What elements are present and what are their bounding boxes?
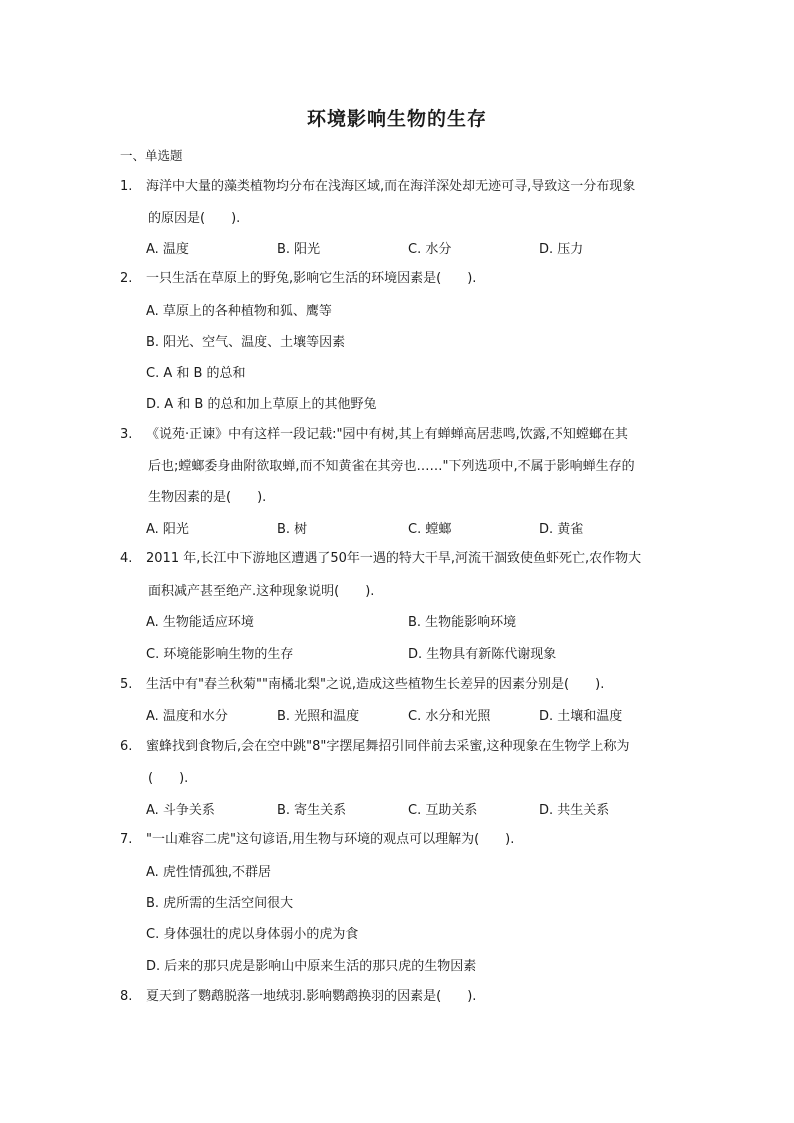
question-text: 蜜蜂找到食物后,会在空中跳"8"字摆尾舞招引同伴前去采蜜,这种现象在生物学上称为 <box>146 739 630 754</box>
option-b: B. 光照和温度 <box>277 709 360 724</box>
option-c: C. 水分 <box>408 242 452 257</box>
option-a: A. 阳光 <box>146 522 189 537</box>
option-b: B. 树 <box>277 522 308 537</box>
question-number: 4. <box>120 551 133 566</box>
question-number: 7. <box>120 832 133 847</box>
option-d: D. 土壤和温度 <box>539 709 623 724</box>
question-text-cont: 后也;螳螂委身曲附欲取蝉,而不知黄雀在其旁也……"下列选项中,不属于影响蝉生存的 <box>148 459 635 474</box>
question-number: 6. <box>120 739 133 754</box>
option-d: D. A 和 B 的总和加上草原上的其他野兔 <box>146 397 377 412</box>
question-text: 2011 年,长江中下游地区遭遇了50年一遇的特大干旱,河流干涸致使鱼虾死亡,农作物大 <box>146 551 642 566</box>
option-a: A. 斗争关系 <box>146 803 215 818</box>
option-a: A. 生物能适应环境 <box>146 615 254 630</box>
question-number: 5. <box>120 677 133 692</box>
option-c: C. 环境能影响生物的生存 <box>146 647 294 662</box>
option-d: D. 共生关系 <box>539 803 610 818</box>
option-a: A. 虎性情孤独,不群居 <box>146 865 272 880</box>
option-d: D. 黄雀 <box>539 522 584 537</box>
question-text-cont: 面积减产甚至绝产.这种现象说明( ). <box>148 584 375 599</box>
question-text-cont: ( ). <box>148 771 189 786</box>
question-text: 海洋中大量的藻类植物均分布在浅海区域,而在海洋深处却无迹可寻,导致这一分布现象 <box>146 179 636 194</box>
question-text-cont: 的原因是( ). <box>148 211 241 226</box>
option-c: C. A 和 B 的总和 <box>146 366 246 381</box>
question-text: 夏天到了鹦鹉脱落一地绒羽.影响鹦鹉换羽的因素是( ). <box>146 989 477 1004</box>
question-number: 3. <box>120 427 133 442</box>
question-text: 《说苑·正谏》中有这样一段记载:"园中有树,其上有蝉蝉高居悲鸣,饮露,不知螳螂在其 <box>146 427 628 442</box>
option-d: D. 生物具有新陈代谢现象 <box>408 647 557 662</box>
option-a: A. 温度和水分 <box>146 709 228 724</box>
option-b: B. 生物能影响环境 <box>408 615 517 630</box>
option-b: B. 虎所需的生活空间很大 <box>146 896 294 911</box>
question-number: 1. <box>120 179 133 194</box>
question-text: 一只生活在草原上的野兔,影响它生活的环境因素是( ). <box>146 271 477 286</box>
page-title: 环境影响生物的生存 <box>306 108 487 130</box>
option-c: C. 螳螂 <box>408 522 452 537</box>
option-c: C. 水分和光照 <box>408 709 491 724</box>
question-text-cont: 生物因素的是( ). <box>148 490 267 505</box>
option-c: C. 互助关系 <box>408 803 478 818</box>
question-text: "一山难容二虎"这句谚语,用生物与环境的观点可以理解为( ). <box>146 832 515 847</box>
option-d: D. 压力 <box>539 242 584 257</box>
option-b: B. 阳光、空气、温度、土壤等因素 <box>146 335 346 350</box>
option-c: C. 身体强壮的虎以身体弱小的虎为食 <box>146 927 359 942</box>
option-a: A. 草原上的各种植物和狐、鹰等 <box>146 304 332 319</box>
option-b: B. 阳光 <box>277 242 321 257</box>
option-d: D. 后来的那只虎是影响山中原来生活的那只虎的生物因素 <box>146 959 477 974</box>
question-number: 2. <box>120 271 133 286</box>
question-text: 生活中有"春兰秋菊""南橘北梨"之说,造成这些植物生长差异的因素分别是( ). <box>146 677 605 692</box>
section-heading: 一、单选题 <box>120 148 183 163</box>
option-a: A. 温度 <box>146 242 189 257</box>
question-number: 8. <box>120 989 133 1004</box>
option-b: B. 寄生关系 <box>277 803 347 818</box>
